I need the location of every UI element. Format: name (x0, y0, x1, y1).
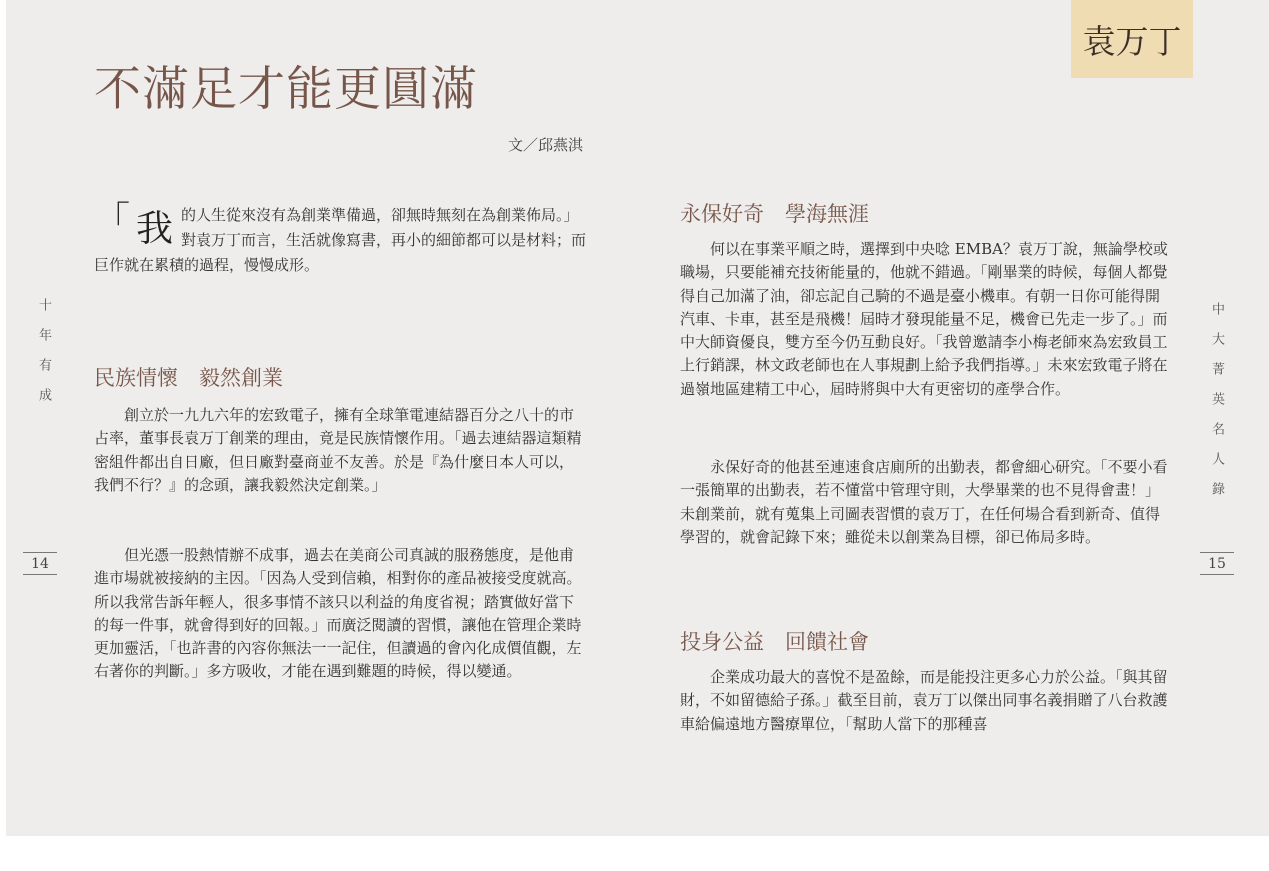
section2-paragraph-2: 永保好奇的他甚至連速食店廁所的出勤表，都會細心研究。「不要小看一張簡單的出勤表，若不懂當中管理守則，大學畢業的也不見得會畫！」未創業前，就有蒐集上司圖表習慣的袁万丁，在任何場合看到新奇、值得學習的，就會記錄下來；雖從未以創業為目標，卻已佈局多時。 (680, 458, 1168, 546)
section1-paragraph-1: 創立於一九九六年的宏致電子，擁有全球筆電連結器百分之八十的市占率，董事長袁万丁創業的理由，竟是民族情懷作用。「過去連結器這類精密組件都出自日廠，但日廠對臺商並不友善。於是『為什麼日本人可以，我們不行？』的念頭，讓我毅然決定創業。」 (94, 406, 582, 494)
section3-paragraph-1: 企業成功最大的喜悅不是盈餘，而是能投注更多心力於公益。「與其留財，不如留德給子孫。」截至目前，袁万丁以傑出同事名義捐贈了八台救護車給偏遠地方醫療單位，「幫助人當下的那種喜 (680, 668, 1168, 733)
article-title: 不滿足才能更圓滿 (94, 62, 478, 117)
intro-open-quote: 「 (94, 200, 131, 241)
intro-drop-cap: 我 (136, 207, 174, 250)
section-heading-nationalism: 民族情懷 毅然創業 (94, 366, 283, 390)
section-heading-charity: 投身公益 回饋社會 (680, 630, 869, 654)
left-side-label: 十年有成 (36, 298, 51, 418)
page-number-left: 14 (23, 552, 57, 575)
page-number-right: 15 (1200, 552, 1234, 575)
section-heading-curiosity: 永保好奇 學海無涯 (680, 202, 869, 226)
intro-text: 的人生從來沒有為創業準備過，卻無時無刻在為創業佈局。」對袁万丁而言，生活就像寫書，再小的細節都可以是材料；而巨作就在累積的過程，慢慢成形。 (94, 206, 587, 274)
intro-paragraph (94, 200, 588, 278)
name-tag: 袁万丁 (1071, 0, 1193, 78)
right-side-label: 中大菁英名人錄 (1209, 302, 1224, 512)
section1-paragraph-2: 但光憑一股熱情辦不成事，過去在美商公司真誠的服務態度，是他甫進市場就被接納的主因。「因為人受到信賴，相對你的產品被接受度就高。所以我常告訴年輕人，很多事情不該只以利益的角度省視；踏實做好當下的每一件事，就會得到好的回報。」而廣泛閱讀的習慣，讓他在管理企業時更加靈活，「也許書的內容你無法一一記住，但讀過的會內化成價值觀，左右著你的判斷。」多方吸收，才能在遇到難題的時候，得以變通。 (94, 546, 582, 681)
section2-paragraph-1: 何以在事業平順之時，選擇到中央唸 EMBA？袁万丁說，無論學校或職場，只要能補充技術能量的，他就不錯過。「剛畢業的時候，每個人都覺得自己加滿了油，卻忘記自己騎的不過是臺小機車。有朝一日你可能得開汽車、卡車，甚至是飛機！屆時才發現能量不足，機會已先走一步了。」而中大師資優良，雙方至今仍互動良好。「我曾邀請李小梅老師來為宏致員工上行銷課，林文政老師也在人事規劃上給予我們指導。」未來宏致電子將在過嶺地區建精工中心，屆時將與中大有更密切的產學合作。 (680, 240, 1168, 398)
byline: 文／邱燕淇 (507, 136, 583, 154)
